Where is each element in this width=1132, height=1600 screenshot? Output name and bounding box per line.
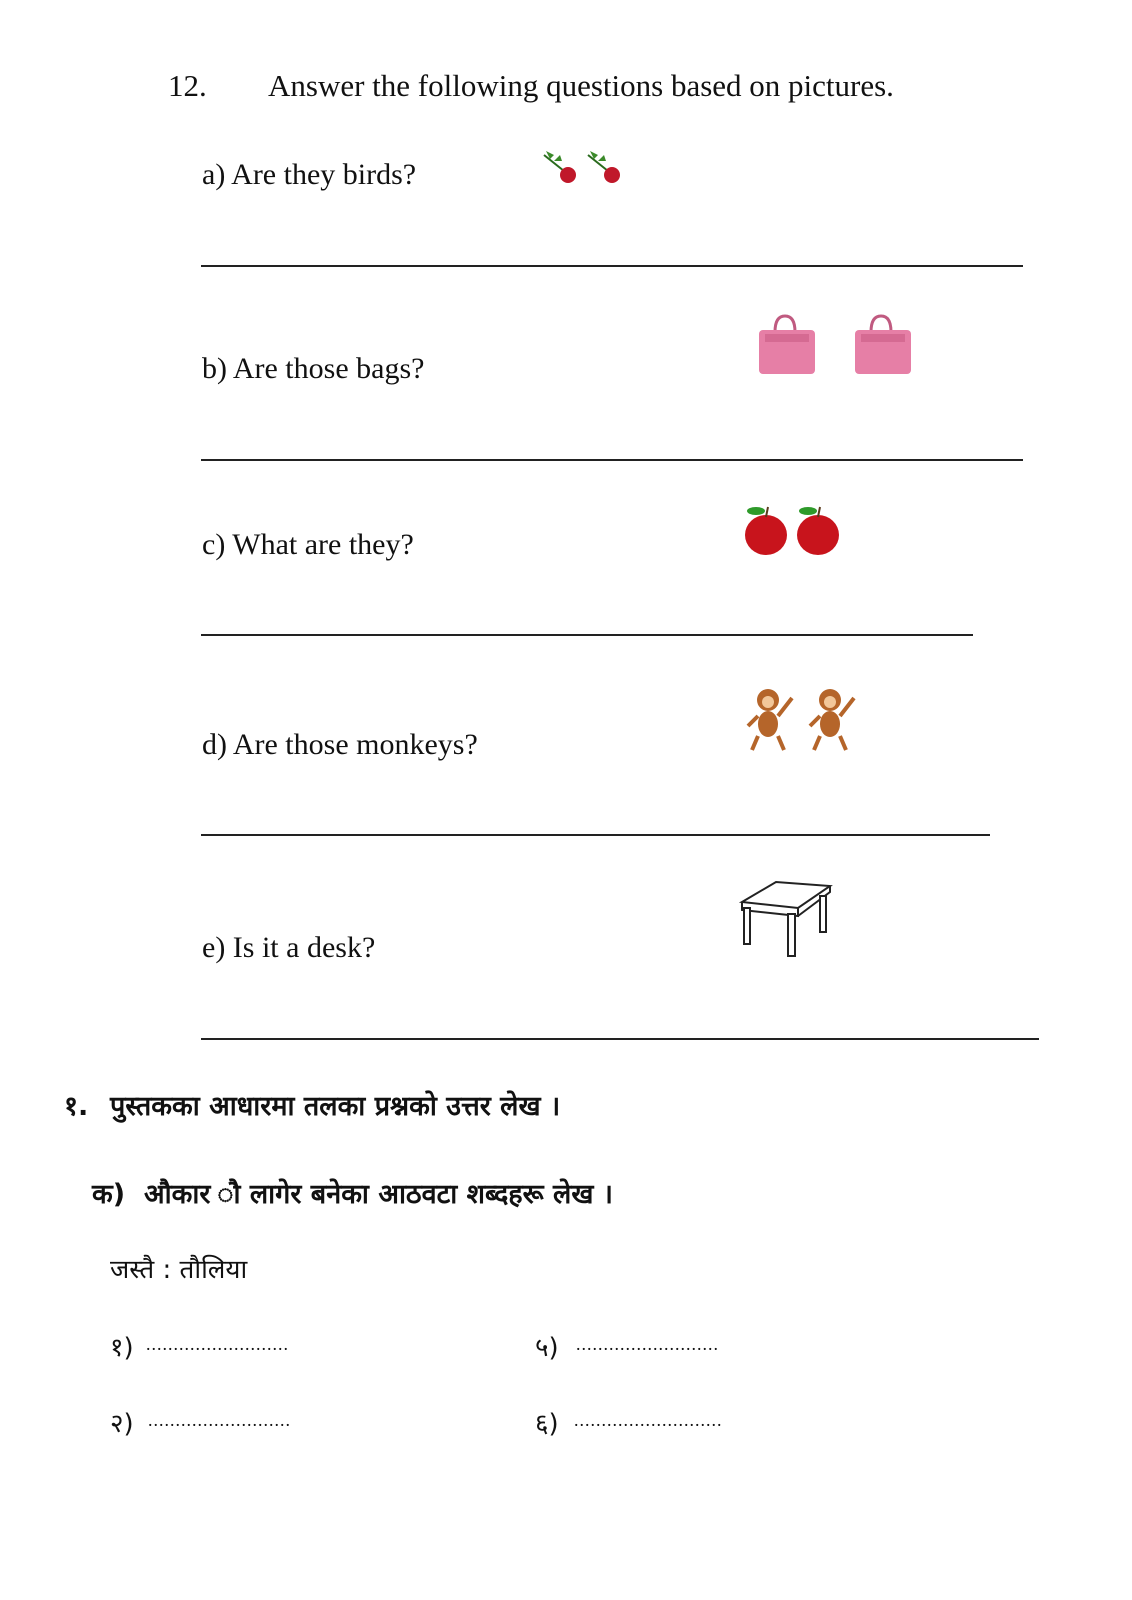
question-e: e) Is it a desk?: [202, 931, 376, 964]
apple-icon: [797, 507, 839, 555]
nepali-question-number: १.: [64, 1091, 89, 1122]
blank-number: २): [110, 1409, 134, 1439]
nepali-sub-heading: औकार ौ लागेर बनेका आठवटा शब्दहरू लेख ।: [144, 1179, 614, 1210]
answer-line-c[interactable]: [201, 634, 973, 636]
table-icon: [738, 878, 834, 960]
answer-line-e[interactable]: [201, 1038, 1039, 1040]
question-number: 12.: [168, 68, 207, 103]
apples-picture: [740, 503, 844, 557]
monkey-icon: [810, 689, 854, 750]
blank-dots[interactable]: ...........................: [574, 1410, 723, 1430]
monkey-icon: [748, 689, 792, 750]
question-instruction: Answer the following questions based on pictures.: [268, 68, 894, 103]
question-a: a) Are they birds?: [202, 158, 417, 191]
rose-icon: [588, 151, 620, 183]
blank-number: १): [110, 1333, 134, 1363]
question-d: d) Are those monkeys?: [202, 728, 478, 761]
answer-line-d[interactable]: [201, 834, 990, 836]
rose-icon: [544, 151, 576, 183]
bags-picture: [755, 312, 915, 378]
nepali-example: जस्तै : तौलिया: [110, 1255, 248, 1285]
bag-icon: [855, 316, 911, 374]
apple-icon: [745, 507, 787, 555]
blank-number: ६): [535, 1409, 559, 1439]
blank-dots[interactable]: ..........................: [148, 1410, 291, 1430]
question-b: b) Are those bags?: [202, 352, 425, 385]
blank-dots[interactable]: ..........................: [146, 1334, 289, 1354]
roses-picture: [540, 145, 625, 187]
monkeys-picture: [742, 686, 860, 756]
blank-number: ५): [535, 1333, 559, 1363]
blank-dots[interactable]: ..........................: [576, 1334, 719, 1354]
question-c: c) What are they?: [202, 528, 414, 561]
nepali-heading: पुस्तकका आधारमा तलका प्रश्नको उत्तर लेख ।: [110, 1091, 561, 1122]
bag-icon: [759, 316, 815, 374]
answer-line-a[interactable]: [201, 265, 1023, 267]
answer-line-b[interactable]: [201, 459, 1023, 461]
nepali-sub-label: क): [92, 1179, 126, 1210]
